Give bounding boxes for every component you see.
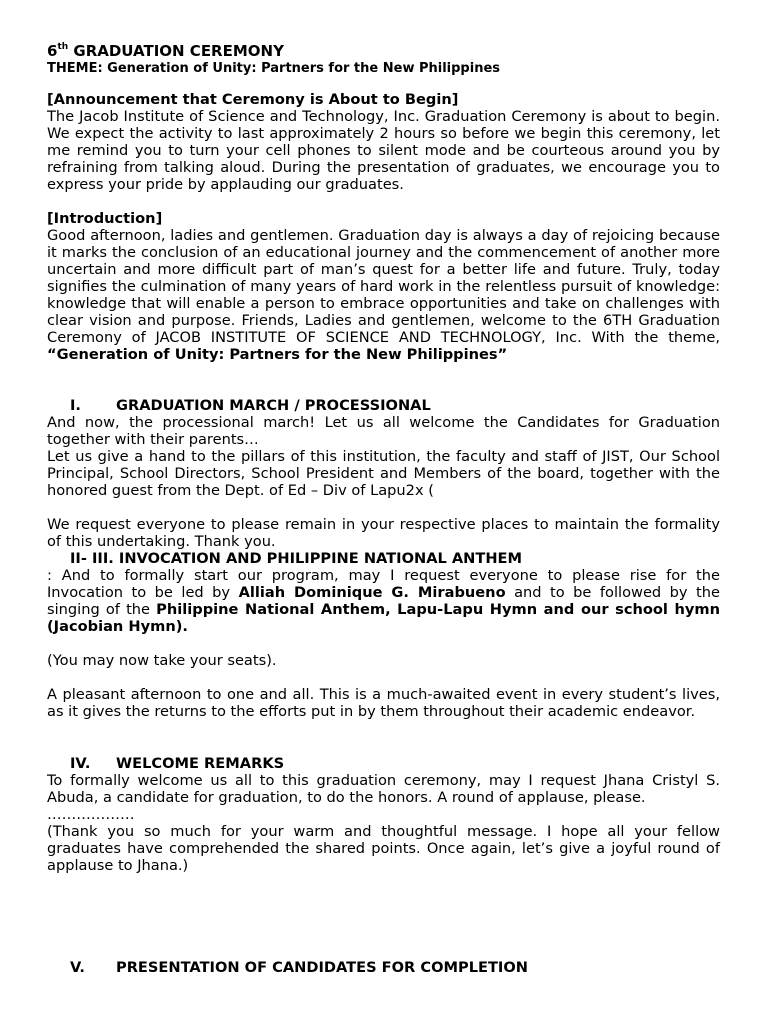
section-4-title: WELCOME REMARKS: [116, 755, 285, 772]
invocation-paragraph: [47, 567, 720, 635]
document-title: [47, 43, 284, 60]
title-superscript: th: [57, 42, 69, 52]
section-5-title: PRESENTATION OF CANDIDATES FOR COMPLETION: [116, 959, 528, 976]
thank-you-paragraph: (Thank you so much for your warm and thoughtful message. I hope all your fellow graduates have comprehended the shared points. Once again, let’s give a joyful round of applause to Jhana.): [47, 823, 720, 874]
section-1-heading: [70, 397, 431, 414]
section-5-heading: [70, 959, 528, 976]
introduction-body: [47, 227, 720, 363]
title-text: GRADUATION CEREMONY: [68, 42, 284, 60]
invocation-text: : And to formally start our program, may I request everyone to please rise for the Invocation to be led by: [47, 567, 720, 601]
section-4-number: IV.: [70, 755, 91, 772]
title-number: 6: [47, 42, 58, 60]
section-1-title: GRADUATION MARCH / PROCESSIONAL: [116, 397, 431, 414]
ellipsis-line: ………………: [47, 806, 135, 823]
introduction-section: [47, 210, 720, 363]
pleasant-paragraph: A pleasant afternoon to one and all. This is a much-awaited event in every student’s lives, as it gives the returns to the efforts put in by them throughout their academic endeavor.: [47, 686, 720, 720]
pillars-paragraph: Let us give a hand to the pillars of this institution, the faculty and staff of JIST, Our School Principal, School Directors, School President and Members of the board, together with the honored guest from the Dept. of Ed – Div of Lapu2x (: [47, 448, 720, 499]
formality-paragraph: We request everyone to please remain in your respective places to maintain the formality of this undertaking. Thank you.: [47, 516, 720, 550]
anthem-list: Philippine National Anthem, Lapu-Lapu Hymn and our school hymn (Jacobian Hymn).: [47, 601, 720, 635]
document-theme: THEME: Generation of Unity: Partners for the New Philippines: [47, 61, 501, 76]
invocation-text-2: and to be followed by the singing of the: [47, 584, 721, 618]
invocation-leader: Alliah Dominique G. Mirabueno: [238, 584, 506, 601]
welcome-paragraph: To formally welcome us all to this graduation ceremony, may I request Jhana Cristyl S. Abuda, a candidate for graduation, to do the honors. A round of applause, please.: [47, 772, 720, 806]
section-5-number: V.: [70, 959, 85, 976]
announcement-section: [47, 91, 720, 193]
section-1-body: [47, 414, 720, 550]
section-4-heading: [70, 755, 284, 772]
announcement-heading: [Announcement that Ceremony is About to Begin]: [47, 91, 459, 108]
section-4-body: [47, 772, 720, 874]
announcement-body: The Jacob Institute of Science and Technology, Inc. Graduation Ceremony is about to begin. We expect the activity to last approximately 2 hours so before we begin this ceremony, let me remind you to turn your cell phones to silent mode and be courteous around you by refraining from talking aloud. During the presentation of graduates, we encourage you to express your pride by applauding our graduates.: [47, 108, 720, 193]
introduction-heading: [Introduction]: [47, 210, 163, 227]
section-2-heading: II- III. INVOCATION AND PHILIPPINE NATIONAL ANTHEM: [70, 550, 523, 567]
introduction-text: Good afternoon, ladies and gentlemen. Graduation day is always a day of rejoicing because it marks the conclusion of an educational journey and the commencement of another more uncertain and more difficult part of man’s quest for a better life and future. Truly, today signifies the culmination of many years of hard work in the relentless pursuit of knowledge: knowledge that will enable a person to embrace opportunities and take on challenges with clear vision and purpose. Friends, Ladies and gentlemen, welcome to the 6TH Graduation Ceremony of JACOB INSTITUTE OF SCIENCE AND TECHNOLOGY, Inc. With the theme,: [47, 227, 720, 346]
introduction-theme: “Generation of Unity: Partners for the New Philippines”: [47, 346, 508, 363]
section-1-number: I.: [70, 397, 81, 414]
seats-paragraph: (You may now take your seats).: [47, 652, 277, 669]
section-2-body: [47, 567, 720, 720]
processional-paragraph: And now, the processional march! Let us all welcome the Candidates for Graduation together with their parents…: [47, 414, 720, 448]
